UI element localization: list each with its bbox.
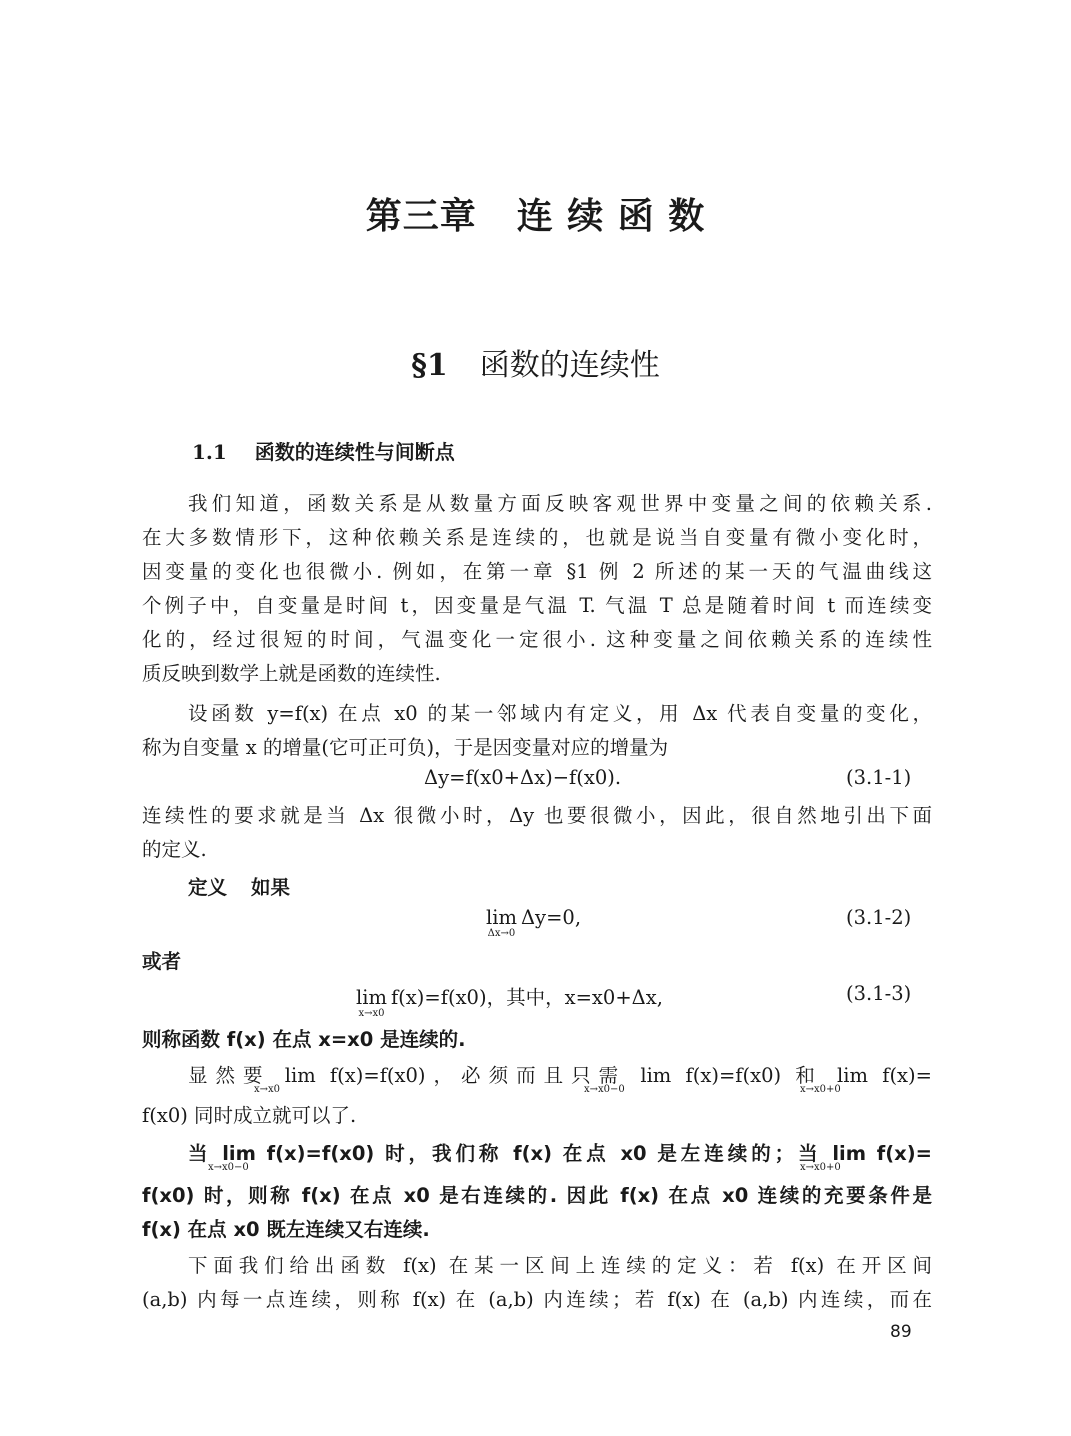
paragraph2-line2: 称为自变量 x 的增量(它可正可负)，于是因变量对应的增量为 xyxy=(142,736,669,759)
paragraph5-line1: 当 lim f(x)=f(x0) 时，我们称 f(x) 在点 x0 是左连续的；当 lim f(x)= xyxy=(188,1142,932,1165)
or-text: 或者 xyxy=(142,950,182,973)
paragraph1-line1: 我们知道，函数关系是从数量方面反映客观世界中变量之间的依赖关系. xyxy=(188,492,932,515)
equation-3-1-3-number: (3.1-3) xyxy=(846,982,912,1005)
limit-subscript: x→x0 xyxy=(358,1008,385,1019)
equation-3-1-3-body: f(x)=f(x0)，其中，x=x0+Δx, xyxy=(390,986,663,1009)
equation-3-1-2-body: Δy=0, xyxy=(520,906,582,929)
limit-operator: lim x→x0 xyxy=(356,986,387,1019)
equation-3-1-2 xyxy=(482,906,582,939)
paragraph3-line1: 连续性的要求就是当 Δx 很微小时，Δy 也要很微小，因此，很自然地引出下面 xyxy=(142,804,932,827)
equation-3-1-2-number: (3.1-2) xyxy=(846,906,912,929)
equation-3-1-1: Δy=f(x0+Δx)−f(x0). xyxy=(424,766,622,789)
paragraph5-line3: f(x) 在点 x0 既左连续又右连续. xyxy=(142,1218,430,1241)
equation-3-1-3 xyxy=(352,982,663,1019)
definition-label: 定义 xyxy=(188,876,228,899)
limit-subscript: x→x0−0 xyxy=(584,1084,625,1095)
definition-conclusion: 则称函数 f(x) 在点 x=x0 是连续的. xyxy=(142,1028,466,1051)
chapter-label: 第三章 xyxy=(365,196,477,237)
subsection-number: 1.1 xyxy=(192,440,227,464)
paragraph1-line3: 因变量的变化也很微小. 例如，在第一章 §1 例 2 所述的某一天的气温曲线这 xyxy=(142,560,932,583)
paragraph6-line2: (a,b) 内每一点连续，则称 f(x) 在 (a,b) 内连续；若 f(x) 在 (a,b) 内连续，而在 xyxy=(142,1288,932,1311)
paragraph5-line2: f(x0) 时，则称 f(x) 在点 x0 是右连续的. 因此 f(x) 在点 x0 连续的充要条件是 xyxy=(142,1184,932,1207)
limit-subscript: Δx→0 xyxy=(487,928,516,939)
limit-subscript: x→x0+0 xyxy=(800,1084,841,1095)
section-number: §1 xyxy=(411,348,448,383)
subsection-name: 函数的连续性与间断点 xyxy=(254,440,455,464)
limit-subscript: x→x0 xyxy=(254,1084,281,1095)
section-title xyxy=(0,340,1071,384)
subsection-title xyxy=(192,436,455,465)
paragraph2-line1: 设函数 y=f(x) 在点 x0 的某一邻域内有定义，用 Δx 代表自变量的变化， xyxy=(188,702,932,725)
section-name: 函数的连续性 xyxy=(479,348,660,383)
paragraph1-line6: 质反映到数学上就是函数的连续性. xyxy=(142,662,441,685)
paragraph1-line2: 在大多数情形下，这种依赖关系是连续的，也就是说当自变量有微小变化时， xyxy=(142,526,932,549)
paragraph1-line4: 个例子中，自变量是时间 t，因变量是气温 T. 气温 T 总是随着时间 t 而连续变 xyxy=(142,594,932,617)
definition-intro xyxy=(188,872,978,900)
paragraph4-line1: 显然要 lim f(x)=f(x0)，必须而且只需 lim f(x)=f(x0) 和 lim f(x)= xyxy=(188,1064,932,1087)
paragraph4-line2: f(x0) 同时成立就可以了. xyxy=(142,1104,357,1127)
paragraph1-line5: 化的，经过很短的时间，气温变化一定很小. 这种变量之间依赖关系的连续性 xyxy=(142,628,932,651)
limit-operator: lim Δx→0 xyxy=(486,906,517,939)
equation-3-1-1-number: (3.1-1) xyxy=(846,766,912,789)
paragraph6-line1: 下面我们给出函数 f(x) 在某一区间上连续的定义：若 f(x) 在开区间 xyxy=(188,1254,932,1277)
chapter-name: 连 续 函 数 xyxy=(516,196,706,237)
chapter-title xyxy=(0,188,1071,239)
limit-subscript: x→x0−0 xyxy=(208,1162,249,1173)
paragraph3-line2: 的定义. xyxy=(142,838,207,861)
page-number: 89 xyxy=(890,1322,912,1342)
definition-text: 如果 xyxy=(251,876,291,899)
limit-subscript: x→x0+0 xyxy=(800,1162,841,1173)
